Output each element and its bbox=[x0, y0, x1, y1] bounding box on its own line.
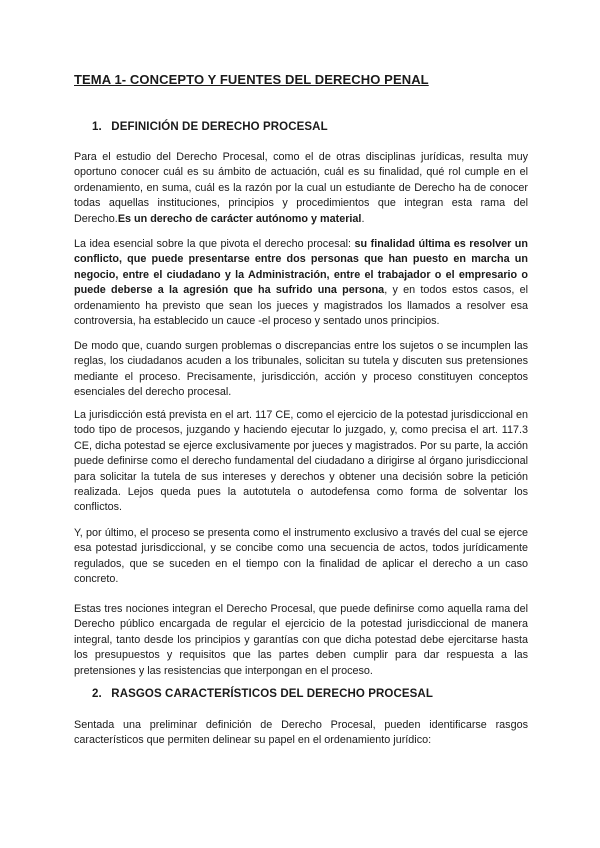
paragraph-6: Estas tres nociones integran el Derecho Procesal, que puede definirse como aquella rama del Derecho público encargada de regular el ejercicio de la potestad jurisdiccional de manera integral, tanto desde los principios y garantías con que dicha potestad debe ejercitarse hasta los presupuestos y requisitos que las partes deben cumplir para dar respuesta a las pretensiones y las resistencias que interpongan en el proceso. bbox=[74, 603, 528, 677]
paragraph-7: Sentada una preliminar definición de Derecho Procesal, pueden identificarse rasgos característicos que permiten delinear su papel en el ordenamiento jurídico: bbox=[74, 719, 528, 747]
section-1-heading bbox=[92, 121, 328, 133]
paragraph-5: Y, por último, el proceso se presenta como el instrumento exclusivo a través del cual se ejerce esa potestad jurisdiccional, y se concibe como una secuencia de actos, todos jurídicamente regulados, que se suceden en el tiempo con la finalidad de aplicar el derecho a un caso concreto. bbox=[74, 527, 528, 586]
section-2-heading bbox=[92, 688, 433, 700]
paragraph-1-bold: Es un derecho de carácter autónomo y material bbox=[117, 212, 362, 225]
paragraph-3: De modo que, cuando surgen problemas o discrepancias entre los sujetos o se incumplen las reglas, los ciudadanos acuden a los tribunales, solicitan su tutela y discuten sus pretensiones mediante el proceso. Precisamente, jurisdicción, acción y proceso constituyen conceptos esenciales del derecho procesal. bbox=[74, 340, 528, 399]
document-title: TEMA 1- CONCEPTO Y FUENTES DEL DERECHO PENAL bbox=[74, 72, 429, 87]
section-2-number: 2. bbox=[92, 688, 102, 700]
section-1-title: DEFINICIÓN DE DERECHO PROCESAL bbox=[111, 121, 328, 133]
section-2-title: RASGOS CARACTERÍSTICOS DEL DERECHO PROCESAL bbox=[111, 688, 433, 700]
paragraph-2-bold: su finalidad última es resolver un conflicto, que puede presentarse entre dos personas que han puesto en marcha un negocio, entre el ciudadano y la Administración, entre el trabajador o el empresario o puede deberse a la agresión que ha sufrido una persona bbox=[74, 238, 528, 297]
paragraph-1 bbox=[74, 150, 528, 227]
paragraph-4: La jurisdicción está prevista en el art. 117 CE, como el ejercicio de la potestad jurisdiccional en todo tipo de procesos, juzgando y haciendo ejecutar lo juzgado, y, como precisa el art. 117.3 CE, dicha potestad se ejerce exclusivamente por jueces y magistrados. Por su parte, la acción puede definirse como el derecho fundamental del ciudadano a dirigirse al órgano jurisdiccional para solicitar la tutela de sus intereses y derechos y obtener una decisión sobre la petición realizada. Lejos queda pues la autotutela o autodefensa como forma de solventar los conflictos. bbox=[74, 409, 528, 514]
paragraph-2-end: , y en todos estos casos, el ordenamiento ha previsto que sean los jueces y magistrados los llamados a resolver esa controversia, ha establecido un cauce -el proceso y sentado unos principios. bbox=[74, 284, 529, 328]
paragraph-2 bbox=[74, 237, 528, 329]
section-1-number: 1. bbox=[92, 121, 102, 133]
paragraph-1-text: Para el estudio del Derecho Procesal, como el de otras disciplinas jurídicas, resulta muy oportuno conocer cuál es su ámbito de actuación, cuál es su finalidad, qué rol cumple en el ordenamiento, en suma, cuál es la razón por la cual un estudiante de Derecho ha de conocer todas aquellas instituciones, principios y procedimientos que integran esta rama del Derecho. bbox=[74, 151, 528, 225]
paragraph-1-end: . bbox=[361, 212, 365, 225]
paragraph-2-start: La idea esencial sobre la que pivota el derecho procesal: bbox=[74, 238, 355, 250]
